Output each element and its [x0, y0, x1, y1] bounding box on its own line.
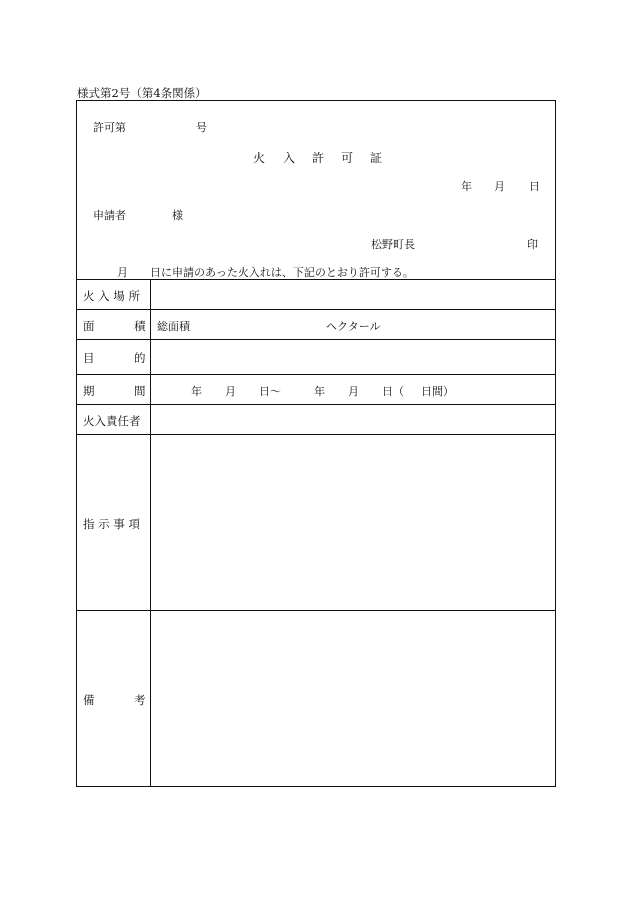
responsible-person-label: 火入責任者	[83, 414, 141, 428]
table-top-divider	[76, 279, 556, 280]
period-end-year: 年	[314, 385, 325, 398]
row-divider	[76, 339, 556, 340]
document-title-char-1: 火	[253, 151, 266, 165]
document-title-char-5: 証	[370, 151, 383, 165]
document-title-char-2: 入	[283, 151, 296, 165]
period-end-day: 日（	[382, 385, 404, 398]
permit-number-suffix: 号	[196, 121, 207, 134]
issue-date-year: 年	[461, 180, 472, 193]
period-start-day: 日～	[259, 385, 281, 398]
remarks-label-right: 考	[134, 693, 146, 707]
area-label-left: 面	[83, 319, 95, 333]
document-title-char-3: 許	[312, 151, 325, 165]
row-divider	[76, 404, 556, 405]
area-total-label: 総面積	[157, 320, 190, 333]
area-label-right: 積	[134, 319, 146, 333]
row-divider	[76, 374, 556, 375]
row-divider	[76, 434, 556, 435]
purpose-label-left: 目	[83, 351, 95, 365]
label-column-divider	[150, 279, 151, 787]
issue-date-day: 日	[529, 180, 540, 193]
permit-number-prefix: 許可第	[93, 121, 126, 134]
applicant-honorific: 様	[172, 209, 183, 222]
statement-month: 月	[117, 266, 128, 279]
permit-statement: 日に申請のあった火入れは、下記のとおり許可する。	[150, 266, 414, 279]
period-label-left: 期	[83, 384, 95, 398]
period-end-month: 月	[348, 385, 359, 398]
form-number: 様式第2号（第4条関係）	[77, 86, 207, 100]
purpose-label-right: 的	[134, 351, 146, 365]
period-start-month: 月	[225, 385, 236, 398]
remarks-label-left: 備	[83, 693, 95, 707]
permit-form-frame	[76, 100, 556, 787]
period-label-right: 間	[134, 384, 146, 398]
document-title-char-4: 可	[341, 151, 354, 165]
location-label: 火 入 場 所	[83, 289, 140, 303]
period-start-year: 年	[191, 385, 202, 398]
issue-date-month: 月	[494, 180, 505, 193]
area-unit: ヘクタール	[326, 320, 381, 333]
row-divider	[76, 309, 556, 310]
period-days: 日間）	[421, 385, 454, 398]
issuer-name: 松野町長	[371, 238, 415, 251]
row-divider	[76, 610, 556, 611]
applicant-label: 申請者	[93, 209, 126, 222]
instructions-label: 指 示 事 項	[83, 517, 140, 531]
seal-mark: 印	[527, 238, 538, 251]
